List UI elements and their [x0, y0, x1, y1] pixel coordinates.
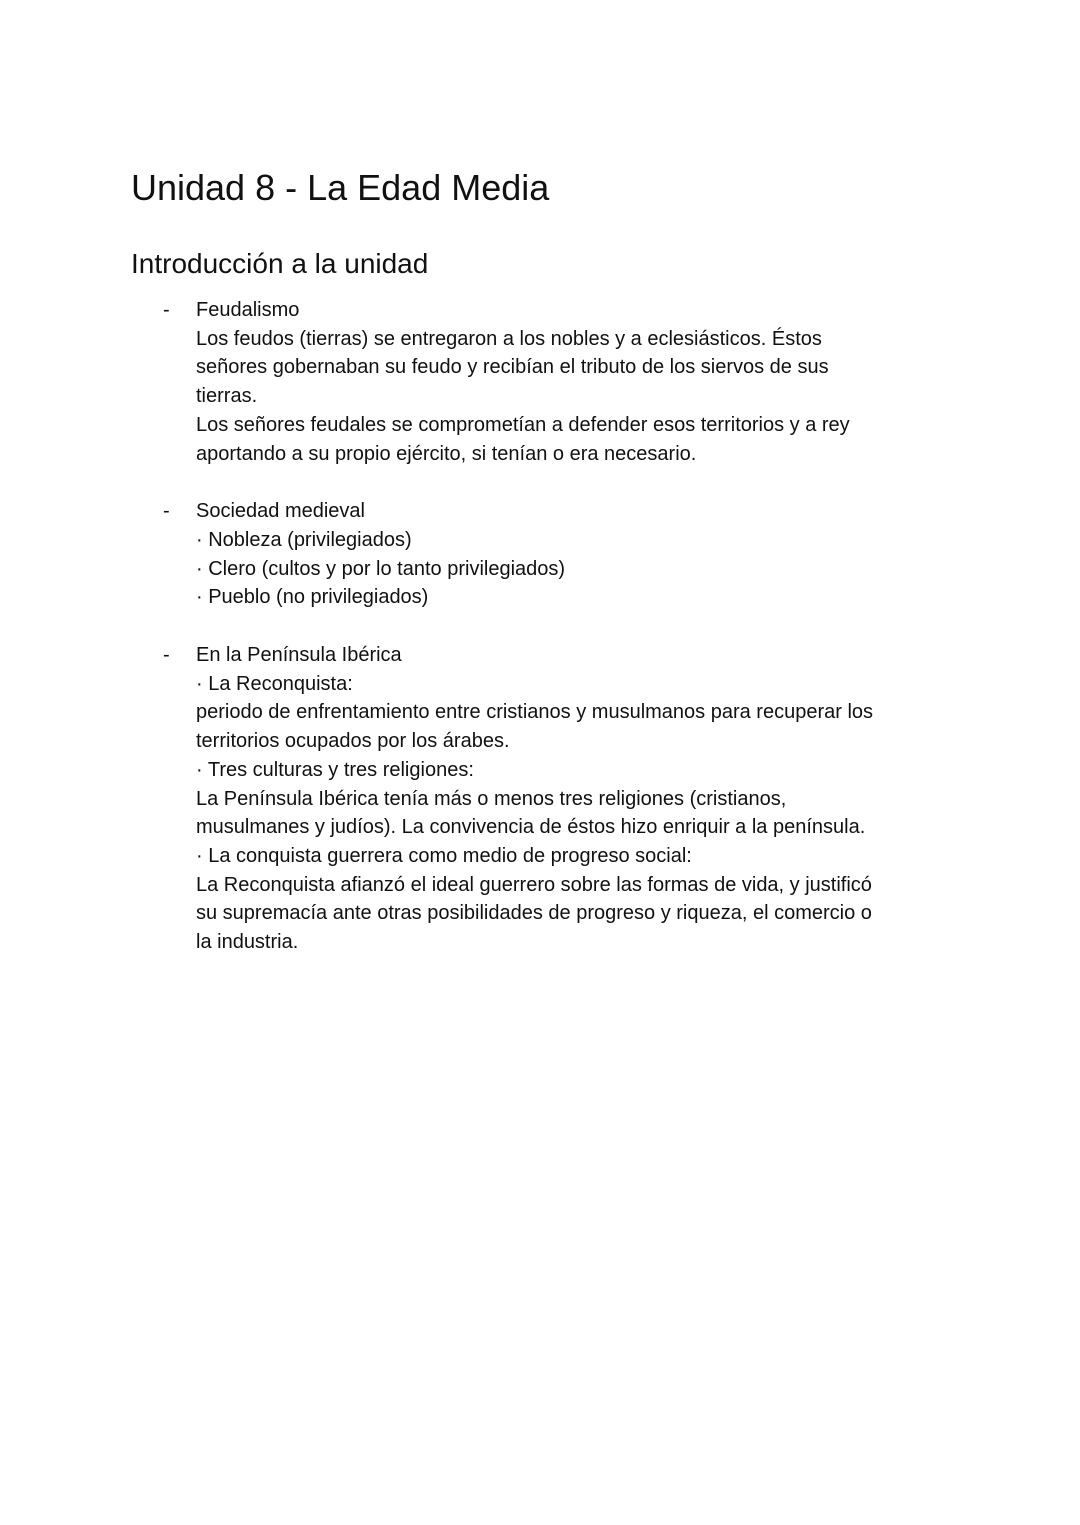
section-heading: Introducción a la unidad [131, 248, 429, 279]
body-line: territorios ocupados por los árabes. [196, 730, 510, 753]
body-line: tierras. [196, 385, 258, 408]
topic-heading: Sociedad medieval [196, 500, 365, 523]
topic-peninsula-iberica [160, 641, 950, 957]
body-line: · Pueblo (no privilegiados) [196, 586, 429, 609]
topic-heading: En la Península Ibérica [196, 644, 402, 667]
body-line: aportando a su propio ejército, si tenían o era necesario. [196, 442, 697, 465]
body-line: · La conquista guerrera como medio de progreso social: [196, 844, 692, 867]
body-line: señores gobernaban su feudo y recibían el tributo de los siervos de sus [196, 356, 829, 379]
topic-feudalismo [160, 296, 950, 468]
body-line: su supremacía ante otras posibilidades de progreso y riqueza, el comercio o [196, 902, 872, 925]
body-line: periodo de enfrentamiento entre cristianos y musulmanos para recuperar los [196, 701, 874, 724]
body-line: La Reconquista afianzó el ideal guerrero sobre las formas de vida, y justificó [196, 873, 872, 896]
body-line: La Península Ibérica tenía más o menos tres religiones (cristianos, [196, 787, 787, 810]
topic-sociedad-medieval [160, 497, 950, 612]
body-line: Los feudos (tierras) se entregaron a los nobles y a eclesiásticos. Éstos [196, 327, 822, 350]
bullet-dash: - [163, 500, 170, 523]
body-line: la industria. [196, 931, 299, 954]
body-line: · Tres culturas y tres religiones: [196, 758, 474, 781]
page-title: Unidad 8 - La Edad Media [131, 167, 550, 208]
topic-list [160, 296, 950, 986]
body-line: · La Reconquista: [196, 672, 353, 695]
bullet-dash: - [163, 299, 170, 321]
body-line: · Nobleza (privilegiados) [196, 528, 412, 551]
body-line: musulmanes y judíos). La convivencia de éstos hizo enriquir a la península. [196, 816, 866, 839]
body-line: Los señores feudales se comprometían a defender esos territorios y a rey [196, 413, 850, 436]
body-line: · Clero (cultos y por lo tanto privilegiados) [196, 557, 566, 580]
bullet-dash: - [163, 644, 170, 667]
topic-heading: Feudalismo [196, 299, 300, 321]
